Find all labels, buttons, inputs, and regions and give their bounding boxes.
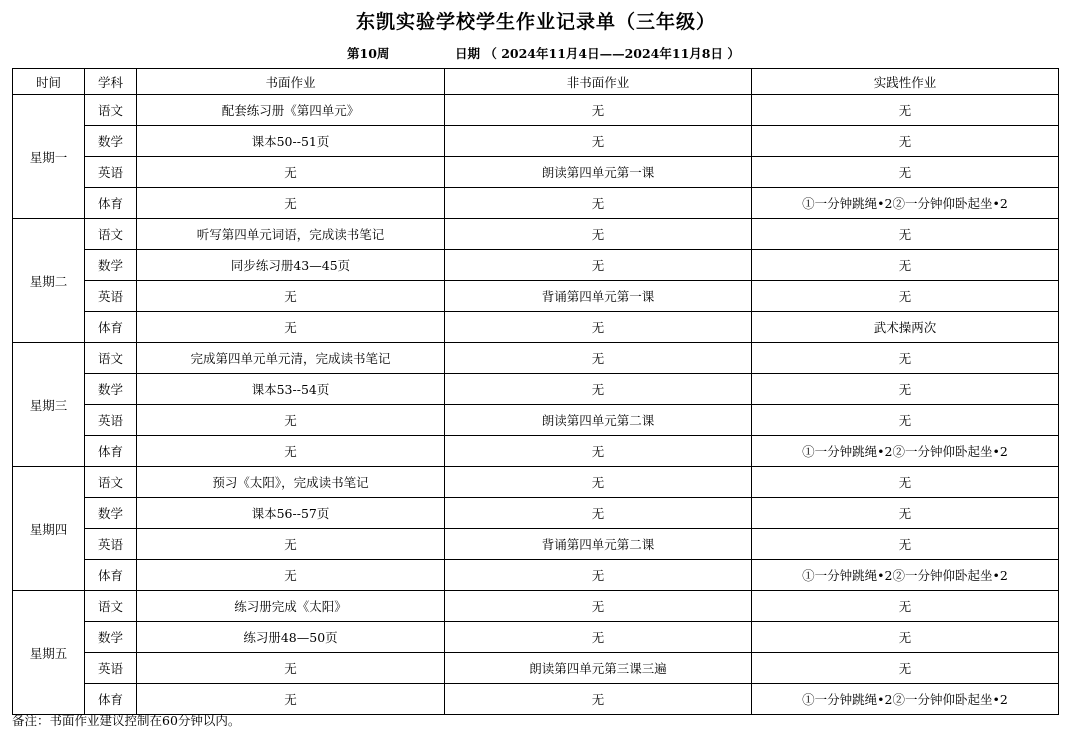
table-row bbox=[13, 157, 1059, 188]
written-homework-cell: 预习《太阳》，完成读书笔记 bbox=[137, 467, 445, 498]
table-row bbox=[13, 591, 1059, 622]
non-written-homework-cell: 背诵第四单元第二课 bbox=[445, 529, 752, 560]
written-homework-cell: 无 bbox=[137, 281, 445, 312]
subject-cell: 体育 bbox=[85, 312, 137, 343]
table-row bbox=[13, 684, 1059, 715]
subject-cell: 数学 bbox=[85, 250, 137, 281]
subject-cell: 体育 bbox=[85, 188, 137, 219]
col-header-practical: 实践性作业 bbox=[752, 69, 1059, 95]
table-row bbox=[13, 529, 1059, 560]
practical-homework-cell: ①一分钟跳绳•2②一分钟仰卧起坐•2 bbox=[752, 560, 1059, 591]
written-homework-cell: 无 bbox=[137, 157, 445, 188]
written-homework-cell: 练习册48—50页 bbox=[137, 622, 445, 653]
practical-homework-cell: 无 bbox=[752, 374, 1059, 405]
non-written-homework-cell: 无 bbox=[445, 591, 752, 622]
practical-homework-cell: 无 bbox=[752, 591, 1059, 622]
written-homework-cell: 课本53--54页 bbox=[137, 374, 445, 405]
week-label: 第10周 bbox=[347, 46, 390, 61]
subject-cell: 英语 bbox=[85, 529, 137, 560]
written-homework-cell: 无 bbox=[137, 312, 445, 343]
non-written-homework-cell: 无 bbox=[445, 684, 752, 715]
practical-homework-cell: 无 bbox=[752, 281, 1059, 312]
written-homework-cell: 配套练习册《第四单元》 bbox=[137, 95, 445, 126]
table-row bbox=[13, 374, 1059, 405]
subject-cell: 数学 bbox=[85, 126, 137, 157]
subject-cell: 语文 bbox=[85, 591, 137, 622]
practical-homework-cell: 无 bbox=[752, 250, 1059, 281]
day-cell: 星期三 bbox=[13, 343, 85, 467]
non-written-homework-cell: 背诵第四单元第一课 bbox=[445, 281, 752, 312]
col-header-subject: 学科 bbox=[85, 69, 137, 95]
non-written-homework-cell: 无 bbox=[445, 126, 752, 157]
table-row bbox=[13, 219, 1059, 250]
practical-homework-cell: 无 bbox=[752, 343, 1059, 374]
subject-cell: 语文 bbox=[85, 95, 137, 126]
subject-cell: 英语 bbox=[85, 653, 137, 684]
written-homework-cell: 同步练习册43—45页 bbox=[137, 250, 445, 281]
day-cell: 星期五 bbox=[13, 591, 85, 715]
practical-homework-cell: 无 bbox=[752, 157, 1059, 188]
subject-cell: 语文 bbox=[85, 343, 137, 374]
footer-note: 备注：书面作业建议控制在60分钟以内。 bbox=[12, 713, 241, 728]
non-written-homework-cell: 无 bbox=[445, 219, 752, 250]
day-cell: 星期一 bbox=[13, 95, 85, 219]
non-written-homework-cell: 无 bbox=[445, 250, 752, 281]
written-homework-cell: 无 bbox=[137, 653, 445, 684]
non-written-homework-cell: 无 bbox=[445, 560, 752, 591]
written-homework-cell: 完成第四单元单元清，完成读书笔记 bbox=[137, 343, 445, 374]
homework-table bbox=[12, 68, 1059, 715]
table-row bbox=[13, 343, 1059, 374]
table-row bbox=[13, 281, 1059, 312]
subject-cell: 体育 bbox=[85, 560, 137, 591]
non-written-homework-cell: 朗读第四单元第二课 bbox=[445, 405, 752, 436]
col-header-written: 书面作业 bbox=[137, 69, 445, 95]
subject-cell: 英语 bbox=[85, 405, 137, 436]
non-written-homework-cell: 朗读第四单元第三课三遍 bbox=[445, 653, 752, 684]
table-row bbox=[13, 405, 1059, 436]
col-header-non-written: 非书面作业 bbox=[445, 69, 752, 95]
subject-cell: 数学 bbox=[85, 498, 137, 529]
non-written-homework-cell: 朗读第四单元第一课 bbox=[445, 157, 752, 188]
table-row bbox=[13, 312, 1059, 343]
written-homework-cell: 无 bbox=[137, 436, 445, 467]
non-written-homework-cell: 无 bbox=[445, 374, 752, 405]
practical-homework-cell: ①一分钟跳绳•2②一分钟仰卧起坐•2 bbox=[752, 684, 1059, 715]
non-written-homework-cell: 无 bbox=[445, 622, 752, 653]
date-range: 日期 （ 2024年11月4日——2024年11月8日 ） bbox=[455, 46, 740, 61]
written-homework-cell: 无 bbox=[137, 405, 445, 436]
practical-homework-cell: 无 bbox=[752, 529, 1059, 560]
practical-homework-cell: ①一分钟跳绳•2②一分钟仰卧起坐•2 bbox=[752, 188, 1059, 219]
non-written-homework-cell: 无 bbox=[445, 436, 752, 467]
col-header-time: 时间 bbox=[13, 69, 85, 95]
non-written-homework-cell: 无 bbox=[445, 467, 752, 498]
practical-homework-cell: 无 bbox=[752, 405, 1059, 436]
table-row bbox=[13, 188, 1059, 219]
table-row bbox=[13, 126, 1059, 157]
subject-cell: 语文 bbox=[85, 219, 137, 250]
practical-homework-cell: 武术操两次 bbox=[752, 312, 1059, 343]
non-written-homework-cell: 无 bbox=[445, 188, 752, 219]
day-cell: 星期四 bbox=[13, 467, 85, 591]
written-homework-cell: 无 bbox=[137, 560, 445, 591]
subject-cell: 语文 bbox=[85, 467, 137, 498]
table-row bbox=[13, 250, 1059, 281]
written-homework-cell: 课本56--57页 bbox=[137, 498, 445, 529]
non-written-homework-cell: 无 bbox=[445, 312, 752, 343]
written-homework-cell: 无 bbox=[137, 684, 445, 715]
practical-homework-cell: 无 bbox=[752, 622, 1059, 653]
table-row bbox=[13, 622, 1059, 653]
subject-cell: 体育 bbox=[85, 436, 137, 467]
non-written-homework-cell: 无 bbox=[445, 498, 752, 529]
written-homework-cell: 听写第四单元词语，完成读书笔记 bbox=[137, 219, 445, 250]
table-row bbox=[13, 653, 1059, 684]
subject-cell: 体育 bbox=[85, 684, 137, 715]
written-homework-cell: 无 bbox=[137, 188, 445, 219]
subject-cell: 数学 bbox=[85, 374, 137, 405]
written-homework-cell: 无 bbox=[137, 529, 445, 560]
practical-homework-cell: 无 bbox=[752, 498, 1059, 529]
table-row bbox=[13, 467, 1059, 498]
table-row bbox=[13, 560, 1059, 591]
written-homework-cell: 课本50--51页 bbox=[137, 126, 445, 157]
non-written-homework-cell: 无 bbox=[445, 343, 752, 374]
practical-homework-cell: 无 bbox=[752, 467, 1059, 498]
practical-homework-cell: 无 bbox=[752, 219, 1059, 250]
table-row bbox=[13, 436, 1059, 467]
table-row bbox=[13, 95, 1059, 126]
table-row bbox=[13, 498, 1059, 529]
non-written-homework-cell: 无 bbox=[445, 95, 752, 126]
practical-homework-cell: 无 bbox=[752, 126, 1059, 157]
subject-cell: 英语 bbox=[85, 157, 137, 188]
subject-cell: 数学 bbox=[85, 622, 137, 653]
subject-cell: 英语 bbox=[85, 281, 137, 312]
day-cell: 星期二 bbox=[13, 219, 85, 343]
practical-homework-cell: ①一分钟跳绳•2②一分钟仰卧起坐•2 bbox=[752, 436, 1059, 467]
practical-homework-cell: 无 bbox=[752, 653, 1059, 684]
page-title: 东凯实验学校学生作业记录单（三年级） bbox=[355, 11, 716, 33]
table-header-row bbox=[13, 69, 1059, 95]
practical-homework-cell: 无 bbox=[752, 95, 1059, 126]
written-homework-cell: 练习册完成《太阳》 bbox=[137, 591, 445, 622]
